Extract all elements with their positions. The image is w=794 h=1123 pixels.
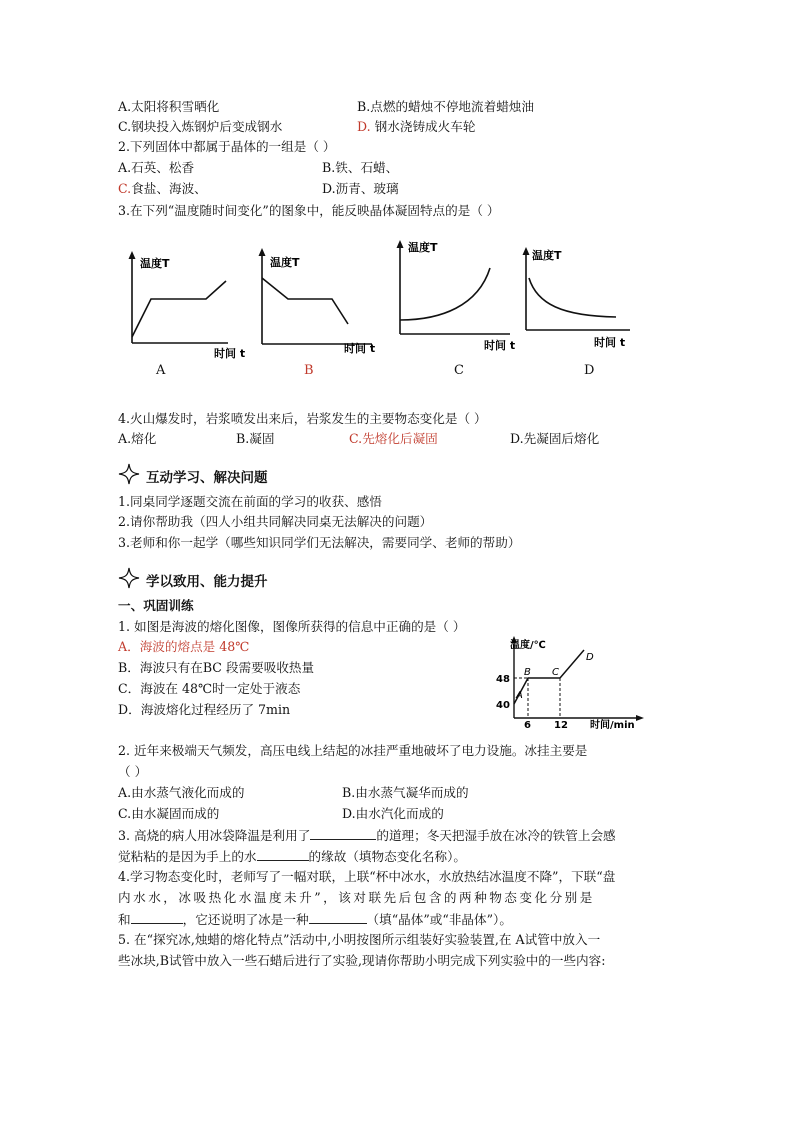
q1-option-d: [357, 118, 475, 136]
p5-line1: 5. 在“探究冰,烛蜡的熔化特点”活动中,小明按图所示组装好实验装置,在 A试管中放入一: [118, 932, 601, 947]
p1-graph-ytick-48: 48: [496, 674, 510, 685]
p1-graph-xtick-6: 6: [524, 720, 531, 731]
q3-label-c: C: [454, 363, 464, 378]
q2-option-c: [118, 180, 207, 198]
q4-option-c: C.先熔化后凝固: [349, 431, 438, 446]
q3-label-b: B: [304, 363, 314, 378]
p4-line2: 内水水，冰吸热化水温度未升”，该对联先后包含的两种物态变化分别是: [118, 890, 595, 905]
p4-line3-text-a: 和: [118, 912, 131, 927]
section-apply-subtitle: 一、巩固训练: [118, 598, 194, 613]
q2-option-c-letter: C.: [118, 181, 132, 196]
q1-option-c: C.钢块投入炼钢炉后变成钢水: [118, 119, 283, 134]
p1-option-c: C．海波在 48℃时一定处于液态: [118, 681, 301, 696]
p3-blank-1[interactable]: [310, 826, 376, 840]
sparkle-star-icon: [118, 567, 140, 589]
p3-blank-2[interactable]: [257, 847, 309, 861]
p1-graph-ylabel: 温度/℃: [510, 640, 546, 651]
p1-graph-ytick-40: 40: [496, 700, 510, 711]
section-interactive-item-2: 2.请你帮助我（四人小组共同解决同桌无法解决的问题）: [118, 514, 433, 529]
q3-graph-d-ylabel: 温度T: [532, 249, 562, 262]
p2-stem-line1: 2. 近年来极端天气频发，高压电线上结起的冰挂严重地破坏了电力设施。冰挂主要是: [118, 743, 588, 758]
p4-line3-text-c: （填“晶体”或“非晶体”）。: [366, 912, 512, 927]
p2-option-d: D.由水汽化而成的: [342, 806, 444, 821]
q3-graph-c-xlabel: 时间 t: [484, 339, 516, 352]
p1-graph-point-b: B: [524, 667, 531, 678]
p4-blank-1[interactable]: [131, 910, 183, 924]
q3-graph-b-ylabel: 温度T: [270, 256, 300, 269]
q4-option-b: B.凝固: [236, 431, 275, 446]
q2-option-c-text: 食盐、海波、: [131, 181, 207, 196]
q1-option-d-letter: D.: [357, 119, 371, 134]
p3-line2-text-a: 觉粘粘的是因为手上的水: [118, 849, 257, 864]
q1-option-a: A.太阳将积雪晒化: [118, 99, 220, 114]
p1-graph-point-c: C: [552, 667, 559, 678]
p3-line2-text-b: 的缘故（填物态变化名称）。: [308, 849, 466, 864]
p1-graph-xtick-12: 12: [554, 720, 568, 731]
q4-stem: 4.火山爆发时，岩浆喷发出来后，岩浆发生的主要物态变化是（ ）: [118, 411, 487, 426]
q3-graph-a: [118, 245, 246, 360]
p4-line1: 4.学习物态变化时，老师写了一幅对联，上联“杯中冰水，水放热结冰温度不降”，下联“盘: [118, 869, 616, 884]
p1-stem: 1. 如图是海波的熔化图像，图像所获得的信息中正确的是（ ）: [118, 619, 466, 634]
p2-option-c: C.由水凝固而成的: [118, 806, 220, 821]
q3-stem: 3.在下列“温度随时间变化”的图象中，能反映晶体凝固特点的是（ ）: [118, 203, 500, 218]
p1-option-d: D．海波熔化过程经历了 7min: [118, 702, 291, 717]
p2-option-a: A.由水蒸气液化而成的: [118, 785, 245, 800]
p1-option-a: A．海波的熔点是 48℃: [118, 639, 250, 654]
p4-line3-text-b: ，它还说明了冰是一种: [182, 912, 309, 927]
p4-line3: [118, 910, 512, 929]
q2-option-d: D.沥青、玻璃: [322, 181, 399, 196]
q3-graph-b: [248, 240, 378, 358]
q3-graph-a-ylabel: 温度T: [140, 257, 170, 270]
section-interactive-title: 互动学习、解决问题: [146, 470, 268, 486]
sparkle-star-icon: [118, 463, 140, 485]
p3-line2: [118, 847, 466, 866]
section-apply-title: 学以致用、能力提升: [146, 574, 268, 590]
p1-melting-graph: [488, 632, 648, 732]
q3-graph-a-xlabel: 时间 t: [214, 347, 246, 360]
p2-stem-line2: （ ）: [118, 764, 148, 779]
q3-label-a: A: [156, 363, 166, 378]
p2-option-b: B.由水蒸气凝华而成的: [342, 785, 469, 800]
p3-line1-text-b: 的道理；冬天把湿手放在冰冷的铁管上会感: [376, 828, 616, 843]
q3-label-d: D: [584, 363, 595, 378]
q2-option-b: B.铁、石蜡、: [322, 160, 399, 175]
q3-graph-b-xlabel: 时间 t: [344, 342, 376, 355]
q3-graph-c: [386, 236, 516, 356]
q3-graph-d: [512, 244, 637, 354]
q2-option-a: A.石英、松香: [118, 160, 195, 175]
q4-option-d: D.先凝固后熔化: [510, 431, 600, 446]
q1-option-d-text: 钢水浇铸成火车轮: [370, 119, 476, 134]
p3-line1-text-a: 3. 高烧的病人用冰袋降温是利用了: [118, 828, 311, 843]
p3-line1: [118, 826, 616, 845]
q4-option-a: A.熔化: [118, 431, 157, 446]
p1-graph-xlabel: 时间/min: [590, 720, 635, 731]
p1-graph-point-a: A: [516, 690, 523, 701]
p1-graph-point-d: D: [586, 652, 594, 663]
p4-blank-2[interactable]: [309, 910, 367, 924]
section-interactive-item-1: 1.同桌同学逐题交流在前面的学习的收获、感悟: [118, 494, 382, 509]
q1-option-b: B.点燃的蜡烛不停地流着蜡烛油: [357, 99, 534, 114]
p5-line2: 些冰块,B试管中放入一些石蜡后进行了实验,现请你帮助小明完成下列实验中的一些内容:: [118, 953, 606, 968]
section-interactive-item-3: 3.老师和你一起学（哪些知识同学们无法解决，需要同学、老师的帮助）: [118, 535, 521, 550]
p1-option-b: B．海波只有在BC 段需要吸收热量: [118, 660, 315, 675]
q3-graph-c-ylabel: 温度T: [408, 241, 438, 254]
q3-graph-d-xlabel: 时间 t: [594, 336, 626, 349]
q2-stem: 2.下列固体中都属于晶体的一组是（ ）: [118, 139, 336, 154]
